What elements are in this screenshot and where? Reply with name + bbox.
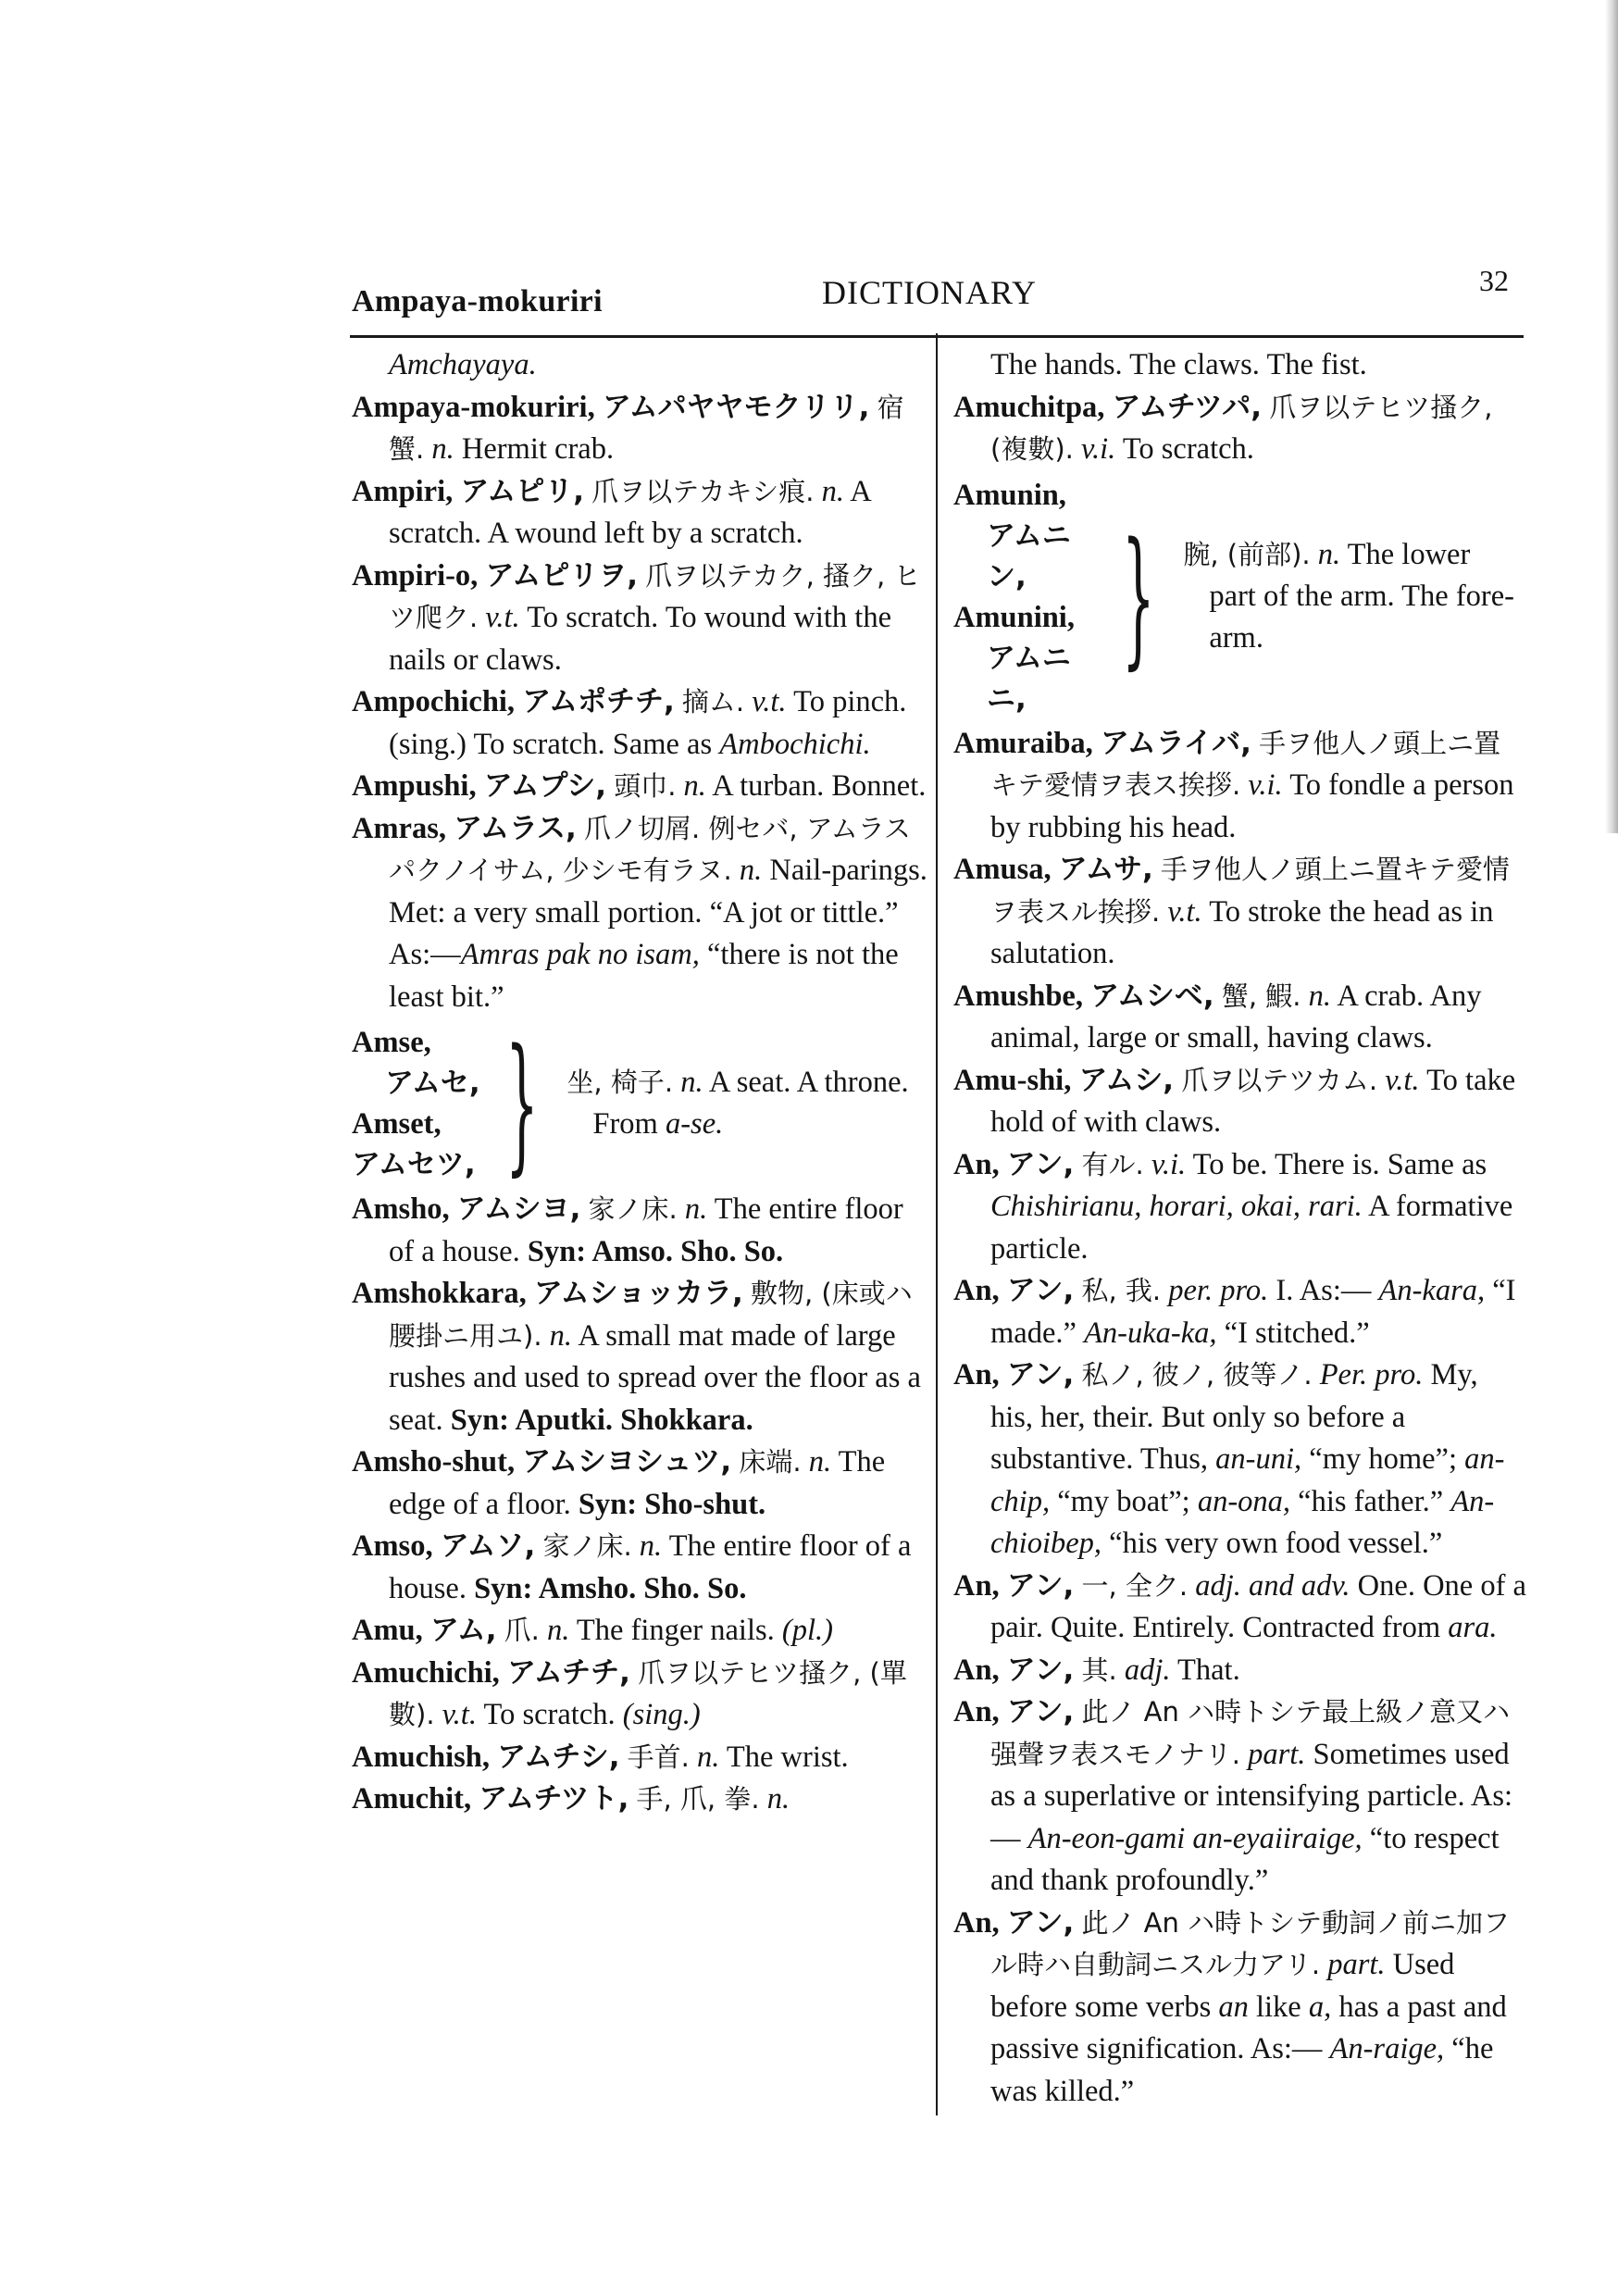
japanese-gloss: 一, 全ク.: [1081, 1569, 1189, 1602]
katakana: アムライバ,: [1100, 726, 1251, 760]
katakana: アムピリ,: [460, 474, 584, 508]
headword: Ampochichi,: [352, 685, 516, 718]
japanese-gloss: 手首.: [627, 1741, 690, 1773]
example-phrase: an-uni,: [1215, 1442, 1302, 1476]
dictionary-entry: [953, 1903, 1527, 2114]
continued-entry: Amchayaya.: [389, 348, 537, 381]
example-translation: “my home”;: [1309, 1442, 1458, 1476]
katakana: アムシベ,: [1090, 979, 1214, 1013]
japanese-gloss: 手, 爪, 拳.: [636, 1783, 760, 1815]
dictionary-entry: [352, 1737, 935, 1779]
dictionary-entry: [953, 1144, 1527, 1271]
example-translation: “his father.”: [1298, 1484, 1444, 1518]
number-note: (sing.): [622, 1698, 701, 1731]
headword: Ampiri,: [352, 474, 454, 508]
katakana: アムパヤヤモクリリ,: [602, 390, 870, 424]
dictionary-entry: [352, 1526, 935, 1610]
katakana: アムラス,: [454, 811, 577, 845]
example-phrase: an-chip,: [990, 1442, 1505, 1518]
katakana: アムチツパ,: [1112, 390, 1263, 424]
headword: Amse,: [352, 1026, 431, 1059]
dictionary-entry: [352, 387, 935, 471]
japanese-gloss: 床端.: [739, 1446, 802, 1478]
katakana: アムチシ,: [497, 1740, 620, 1774]
headword: Amuchish,: [352, 1740, 490, 1774]
katakana: アムピリヲ,: [485, 558, 639, 593]
running-header: [352, 264, 1518, 331]
definition: A turban. Bonnet.: [712, 769, 927, 803]
headword: Amset,: [352, 1107, 442, 1141]
example-phrase: An-chioibep,: [990, 1484, 1495, 1560]
part-of-speech: part.: [1248, 1737, 1306, 1771]
part-of-speech: v.i.: [1248, 768, 1283, 802]
definition: The finger nails.: [576, 1614, 775, 1647]
definition: A small mat made of large rushes and used to spread over the floor as a seat.: [389, 1318, 921, 1437]
dictionary-entry: [953, 387, 1527, 471]
example-translation: “I made.”: [990, 1274, 1516, 1350]
headword: Amunini,: [953, 600, 1075, 634]
japanese-gloss: 家ノ床.: [588, 1193, 678, 1225]
japanese-gloss: 家ノ床.: [542, 1530, 632, 1562]
katakana: アムソ,: [440, 1529, 536, 1563]
definition: The entire floor of a house.: [389, 1192, 903, 1268]
japanese-gloss: 有ル.: [1081, 1148, 1144, 1180]
definition: To be. There is. Same as: [1192, 1147, 1487, 1181]
katakana: アム,: [429, 1614, 497, 1647]
japanese-gloss: 手ヲ他人ノ頭上ニ置キテ愛情ヲ表ス挨拶.: [990, 727, 1501, 801]
katakana: アムサ,: [1058, 853, 1153, 886]
headword: Amras,: [352, 811, 446, 845]
part-of-speech: v.t.: [1167, 894, 1202, 929]
page-number: 32: [1479, 264, 1509, 297]
header-title: DICTIONARY: [822, 274, 1037, 311]
katakana: アムチチ,: [506, 1655, 630, 1690]
japanese-gloss: 爪.: [504, 1615, 540, 1646]
part-of-speech: n.: [808, 1445, 832, 1479]
headword: An,: [953, 1358, 1000, 1391]
headword: An,: [953, 1653, 1000, 1687]
japanese-gloss: 摘ム.: [681, 686, 745, 718]
dictionary-entry: [352, 1189, 935, 1273]
katakana: アムショッカラ,: [533, 1277, 743, 1310]
grouped-headwords: [953, 475, 1097, 719]
headword: Amuchit,: [352, 1782, 472, 1816]
headword: An,: [953, 1274, 1000, 1307]
japanese-gloss: 爪ヲ以テカク, 搔ク, ヒツ爬ク.: [389, 559, 921, 633]
definition: A scratch. A wound left by a scratch.: [389, 474, 870, 550]
part-of-speech: n.: [680, 1066, 703, 1099]
cross-reference: Ambochichi.: [719, 727, 871, 761]
headword: Amunin,: [953, 478, 1066, 512]
katakana: アムポチチ,: [522, 685, 675, 718]
japanese-gloss: 私, 我.: [1081, 1275, 1162, 1306]
synonyms: Syn: Amsho. Sho. So.: [474, 1571, 747, 1605]
part-of-speech: v.t.: [485, 601, 520, 634]
katakana: アン,: [1006, 1905, 1075, 1940]
katakana: アムセツ,: [352, 1148, 476, 1181]
japanese-gloss: 手ヲ他人ノ頭上ニ置キテ愛情ヲ表スル挨拶.: [990, 854, 1510, 928]
katakana: アムシヨシュツ,: [522, 1445, 732, 1479]
japanese-gloss: 爪ヲ以テツカム.: [1181, 1064, 1378, 1096]
headword: Ampaya-mokuriri,: [352, 390, 595, 424]
headword: Amuraiba,: [953, 726, 1093, 760]
japanese-gloss: 蟹, 鰕.: [1221, 980, 1301, 1012]
japanese-gloss: 此ノ An ハ時トシテ最上級ノ意又ハ强聲ヲ表スモノナリ.: [990, 1696, 1511, 1770]
japanese-gloss: 其.: [1081, 1653, 1117, 1686]
japanese-gloss: 爪ヲ以テヒツ搔ク, (單數).: [389, 1656, 907, 1730]
definition: The edge of a floor.: [389, 1445, 886, 1521]
definition: From: [592, 1107, 658, 1141]
right-column: [953, 344, 1527, 2113]
part-of-speech: n.: [821, 474, 844, 508]
dictionary-entry: [953, 1691, 1527, 1903]
cross-reference: a-se.: [665, 1107, 724, 1141]
part-of-speech: n.: [766, 1782, 790, 1816]
dictionary-entry: [352, 1273, 935, 1441]
example-phrase: an-ona,: [1197, 1484, 1291, 1518]
japanese-gloss: 此ノ An ハ時トシテ動詞ノ前ニ加フル時ハ自動詞ニスル力アリ.: [990, 1906, 1511, 1980]
dictionary-entry: [352, 681, 935, 766]
japanese-gloss: 私ノ, 彼ノ, 彼等ノ.: [1081, 1359, 1313, 1391]
dictionary-entry: [352, 1653, 935, 1737]
headword: Amsho-shut,: [352, 1445, 516, 1479]
dictionary-entry: [352, 1610, 935, 1653]
dictionary-entry: [953, 1566, 1527, 1650]
headword: Amuchichi,: [352, 1655, 500, 1690]
katakana: アムニン,: [987, 518, 1071, 593]
definition: To fondle a person by rubbing his head.: [990, 768, 1514, 844]
dictionary-entry: [953, 1354, 1527, 1566]
definition: My, his, her, their. But only so before a substantive. Thus,: [990, 1358, 1478, 1476]
example-phrase: An-raige,: [1329, 2032, 1445, 2065]
header-guide-word: Ampaya-mokuriri: [352, 284, 603, 318]
example-translation: “my boat”;: [1057, 1484, 1190, 1518]
part-of-speech: adj.: [1124, 1653, 1171, 1687]
part-of-speech: v.t.: [752, 685, 787, 718]
definition: Sometimes used as a superlative or intensifying particle. As:—: [990, 1737, 1513, 1855]
japanese-gloss: 爪ノ切屑. 例セバ, アムラスパクノイサム, 少シモ有ラヌ.: [389, 812, 911, 886]
column-rule: [936, 333, 938, 2115]
left-column: [352, 344, 935, 1821]
japanese-gloss: 頭巾.: [614, 770, 677, 802]
part-of-speech: v.i.: [1080, 432, 1116, 466]
example-phrase: Amras pak no isam,: [460, 938, 700, 971]
katakana: アン,: [1006, 1568, 1075, 1603]
cross-reference: an: [1218, 1990, 1249, 2024]
definition: I. As:—: [1276, 1274, 1372, 1307]
grouped-entry: [352, 1017, 935, 1190]
example-phrase: An-kara,: [1378, 1274, 1486, 1307]
headword: Amu,: [352, 1614, 423, 1647]
definition: To pinch. (sing.) To scratch. Same as: [389, 685, 907, 761]
dictionary-entry: [352, 555, 935, 682]
part-of-speech: n.: [739, 854, 763, 887]
definition: Hermit crab.: [461, 432, 615, 466]
brace: }: [1121, 509, 1155, 683]
part-of-speech: n.: [546, 1614, 570, 1647]
headword: Amu-shi,: [953, 1063, 1072, 1097]
dictionary-entry: [953, 723, 1527, 850]
part-of-speech: v.i.: [1151, 1147, 1187, 1181]
definition: To scratch.: [1122, 432, 1254, 466]
definition: To stroke the head as in salutation.: [990, 894, 1494, 970]
japanese-gloss: 爪ヲ以テヒツ搔ク, (複數).: [990, 391, 1493, 465]
definition: A seat. A throne.: [708, 1066, 909, 1099]
cross-reference: Chishirianu, horari, okai, rari.: [990, 1190, 1363, 1223]
definition: Used before some verbs: [990, 1948, 1455, 2024]
definition: The lower: [1347, 538, 1471, 571]
definition: A formative particle.: [990, 1190, 1513, 1266]
katakana: アムシヨ,: [456, 1192, 581, 1226]
dictionary-entry: [953, 849, 1527, 976]
headword: Amshokkara,: [352, 1277, 527, 1310]
katakana: アムチツト,: [479, 1782, 629, 1816]
katakana: アン,: [1006, 1274, 1075, 1307]
katakana: アムプシ,: [483, 769, 607, 803]
definition: has a past and passive signification. As:—: [990, 1990, 1507, 2065]
cross-reference: a,: [1308, 1990, 1332, 2024]
japanese-gloss: 坐, 椅子.: [566, 1067, 674, 1098]
headword: Amsho,: [352, 1192, 450, 1226]
japanese-gloss: 宿蟹.: [389, 391, 904, 465]
part-of-speech: part.: [1327, 1948, 1386, 1981]
katakana: アン,: [1006, 1147, 1075, 1181]
number-note: (pl.): [781, 1614, 833, 1647]
dictionary-entry: [352, 1441, 935, 1526]
synonyms: Syn: Amso. Sho. So.: [527, 1234, 784, 1268]
definition: To take hold of with claws.: [990, 1063, 1516, 1139]
dictionary-entry: [953, 1060, 1527, 1144]
example-translation: “to respect and thank profoundly.”: [990, 1821, 1500, 1897]
japanese-gloss: 爪ヲ以テカキシ痕.: [591, 475, 815, 507]
definition: One. One of a pair. Quite. Entirely. Contracted from: [990, 1568, 1526, 1644]
example-translation: “his very own food vessel.”: [1109, 1527, 1443, 1560]
katakana: アン,: [1006, 1695, 1075, 1728]
part-of-speech: n.: [683, 769, 706, 803]
grouped-headwords: [352, 1022, 480, 1185]
cross-reference: ara.: [1448, 1611, 1498, 1644]
part-of-speech: n.: [684, 1192, 708, 1226]
example-translation: “I stitched.”: [1224, 1316, 1370, 1350]
definition: A crab. Any animal, large or small, having claws.: [990, 979, 1482, 1054]
headword: Ampushi,: [352, 769, 477, 803]
definition: The wrist.: [726, 1740, 849, 1774]
definition: To scratch. To wound with the nails or claws.: [389, 601, 891, 677]
definition: part of the arm. The fore-arm.: [1209, 580, 1514, 655]
dictionary-entry: [953, 1270, 1527, 1354]
grouped-definition: [1177, 534, 1527, 659]
headword: An,: [953, 1568, 1000, 1603]
katakana: アムシ,: [1078, 1063, 1175, 1097]
definition: Nail-parings. Met: a very small portion. “A jot or tittle.” As:—: [389, 854, 927, 971]
grouped-entry: [953, 475, 1527, 719]
definition: That.: [1177, 1653, 1240, 1687]
headword: Amusa,: [953, 853, 1052, 886]
dictionary-entry: [953, 976, 1527, 1060]
part-of-speech: n.: [1308, 979, 1331, 1013]
part-of-speech: n.: [431, 432, 454, 466]
continued-entry: The hands. The claws. The fist.: [990, 348, 1367, 381]
part-of-speech: n.: [1317, 538, 1341, 571]
headword: An,: [953, 1695, 1000, 1728]
dictionary-entry: [352, 1778, 935, 1821]
headword: An,: [953, 1905, 1000, 1940]
page-edge-shadow: [1605, 0, 1618, 833]
dictionary-entry: [352, 808, 935, 1019]
headword: Amuchitpa,: [953, 390, 1105, 424]
katakana: アムニニ,: [987, 641, 1071, 716]
dictionary-entry: [953, 1650, 1527, 1692]
part-of-speech: n.: [639, 1529, 663, 1563]
dictionary-entry: [352, 766, 935, 808]
japanese-gloss: 腕, (前部).: [1183, 539, 1311, 570]
headword: An,: [953, 1147, 1000, 1181]
synonyms: Syn: Aputki. Shokkara.: [450, 1403, 753, 1437]
definition: The entire floor of a house.: [389, 1529, 912, 1605]
synonyms: Syn: Sho-shut.: [578, 1487, 766, 1521]
part-of-speech: v.t.: [1385, 1063, 1420, 1097]
definition: To scratch.: [483, 1698, 616, 1731]
example-phrase: An-uka-ka,: [1084, 1316, 1217, 1350]
dictionary-entry: [352, 471, 935, 555]
part-of-speech: adj. and adv.: [1195, 1568, 1350, 1603]
katakana: アン,: [1006, 1358, 1075, 1391]
katakana: アン,: [1006, 1653, 1075, 1687]
grouped-definition: [561, 1062, 908, 1145]
example-phrase: An-eon-gami an-eyaiiraige,: [1027, 1821, 1363, 1855]
example-translation: “there is not the least bit.”: [389, 938, 899, 1014]
headword: Ampiri-o,: [352, 558, 479, 593]
headword: Amso,: [352, 1529, 433, 1563]
katakana: アムセ,: [385, 1067, 480, 1100]
part-of-speech: n.: [696, 1740, 720, 1774]
headword: Amushbe,: [953, 979, 1083, 1013]
brace: }: [504, 1017, 539, 1190]
part-of-speech: Per. pro.: [1319, 1358, 1424, 1391]
part-of-speech: n.: [549, 1318, 573, 1353]
part-of-speech: per. pro.: [1168, 1274, 1269, 1307]
japanese-gloss: 敷物, (床或ハ腰掛ニ用ユ).: [389, 1278, 913, 1352]
part-of-speech: v.t.: [442, 1698, 477, 1731]
example-translation: “he was killed.”: [990, 2032, 1494, 2108]
definition: like: [1256, 1990, 1301, 2024]
